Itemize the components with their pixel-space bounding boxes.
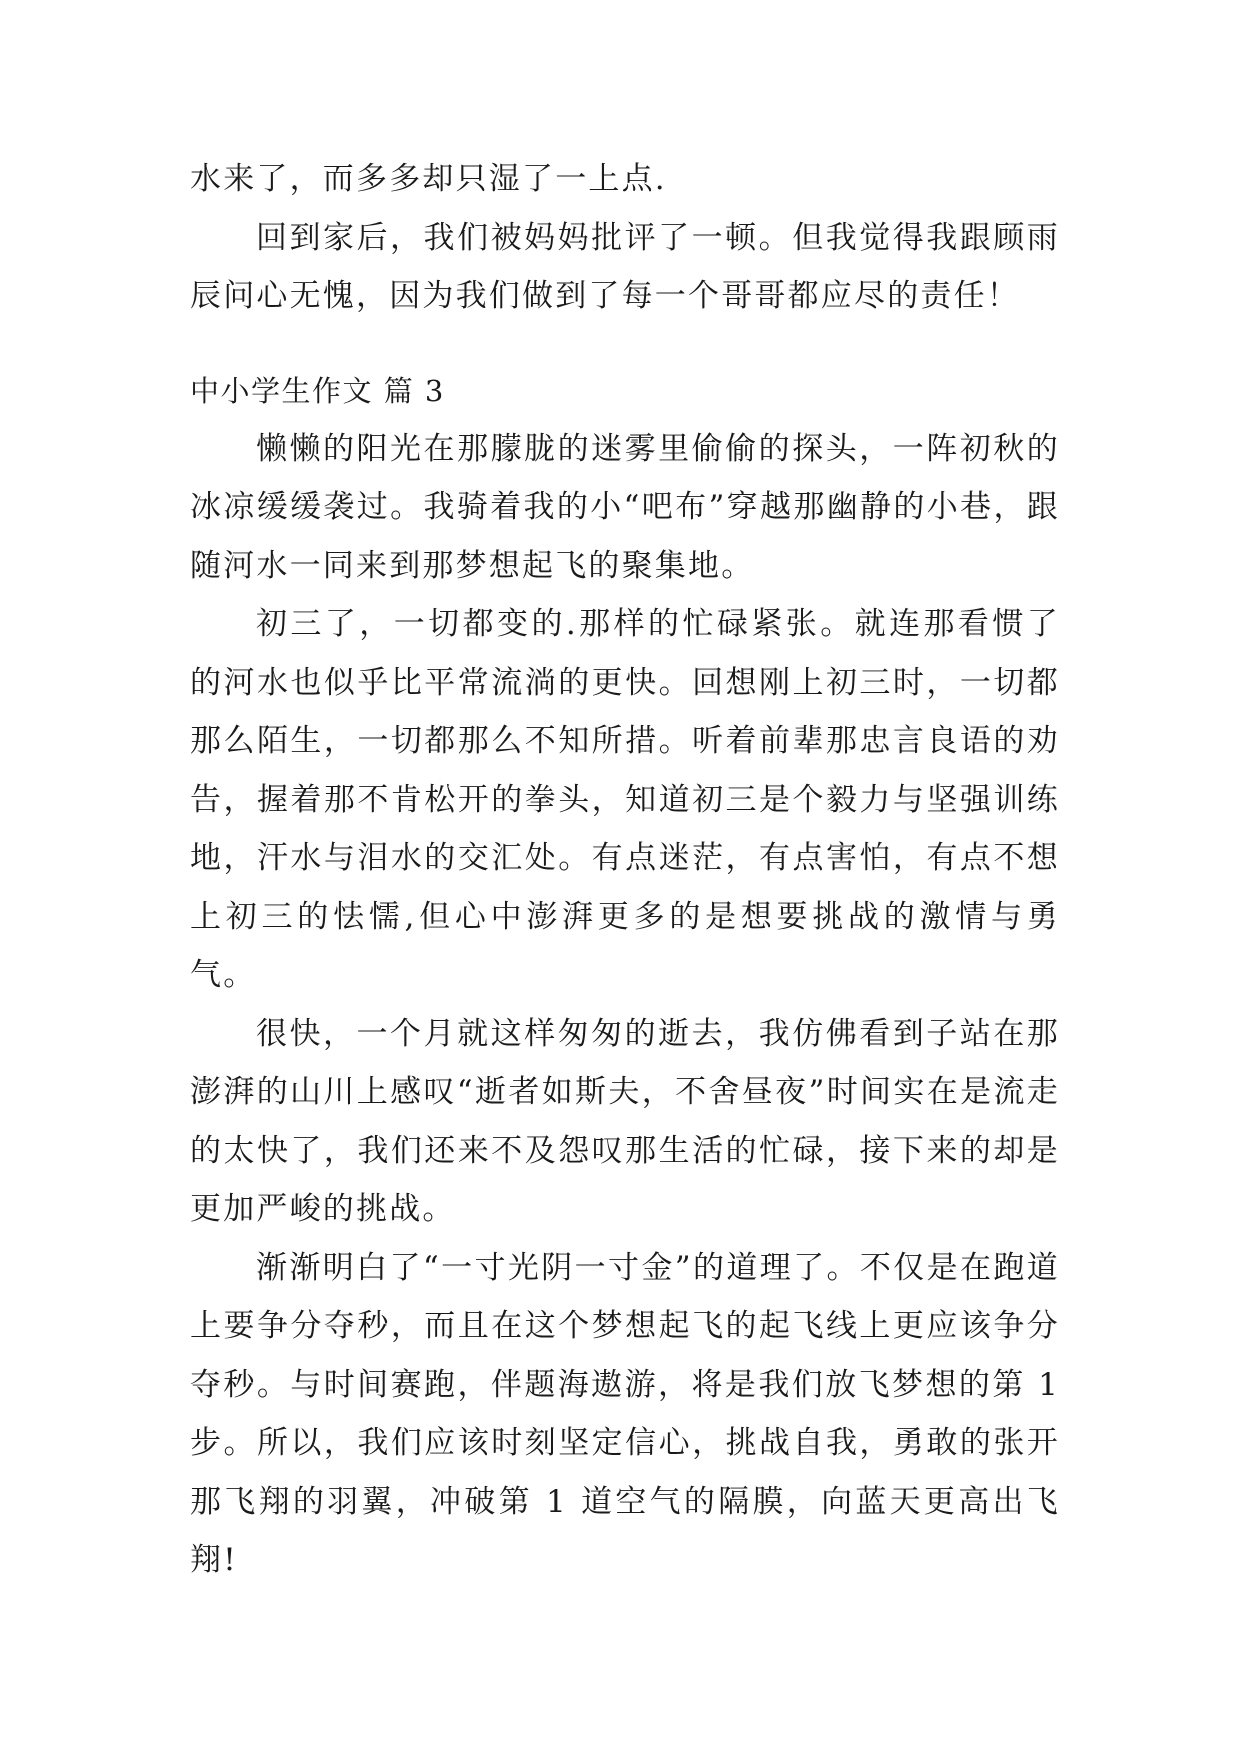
section-gap	[190, 326, 1060, 362]
paragraph: 初三了，一切都变的.那样的忙碌紧张。就连那看惯了的河水也似乎比平常流淌的更快。回想刚上初三时，一切都那么陌生，一切都那么不知所措。听着前辈那忠言良语的劝告，握着那不肯松开的拳头，知道初三是个毅力与坚强训练地，汗水与泪水的交汇处。有点迷茫，有点害怕，有点不想上初三的怯懦,但心中澎湃更多的是想要挑战的激情与勇气。	[190, 606, 1060, 993]
paragraph: 懒懒的阳光在那朦胧的迷雾里偷偷的探头，一阵初秋的冰凉缓缓袭过。我骑着我的小“吧布”穿越那幽静的小巷，跟随河水一同来到那梦想起飞的聚集地。	[190, 430, 1060, 584]
paragraph: 渐渐明白了“一寸光阴一寸金”的道理了。不仅是在跑道上要争分夺秒，而且在这个梦想起飞的起飞线上更应该争分夺秒。与时间赛跑，伴题海遨游，将是我们放飞梦想的第 1 步。所以，我们应该时刻坚定信心，挑战自我，勇敢的张开那飞翔的羽翼，冲破第 1 道空气的隔膜，向蓝天更高出飞翔!	[190, 1249, 1060, 1578]
document-body	[190, 150, 1060, 1590]
paragraph: 回到家后，我们被妈妈批评了一顿。但我觉得我跟顾雨辰问心无愧，因为我们做到了每一个哥哥都应尽的责任！	[190, 219, 1060, 314]
paragraph: 水来了，而多多却只湿了一上点.	[190, 161, 667, 197]
paragraph: 很快，一个月就这样匆匆的逝去，我仿佛看到子站在那澎湃的山川上感叹“逝者如斯夫，不舍昼夜”时间实在是流走的太快了，我们还来不及怨叹那生活的忙碌，接下来的却是更加严峻的挑战。	[190, 1015, 1060, 1227]
section-heading: 中小学生作文 篇 3	[190, 373, 445, 408]
